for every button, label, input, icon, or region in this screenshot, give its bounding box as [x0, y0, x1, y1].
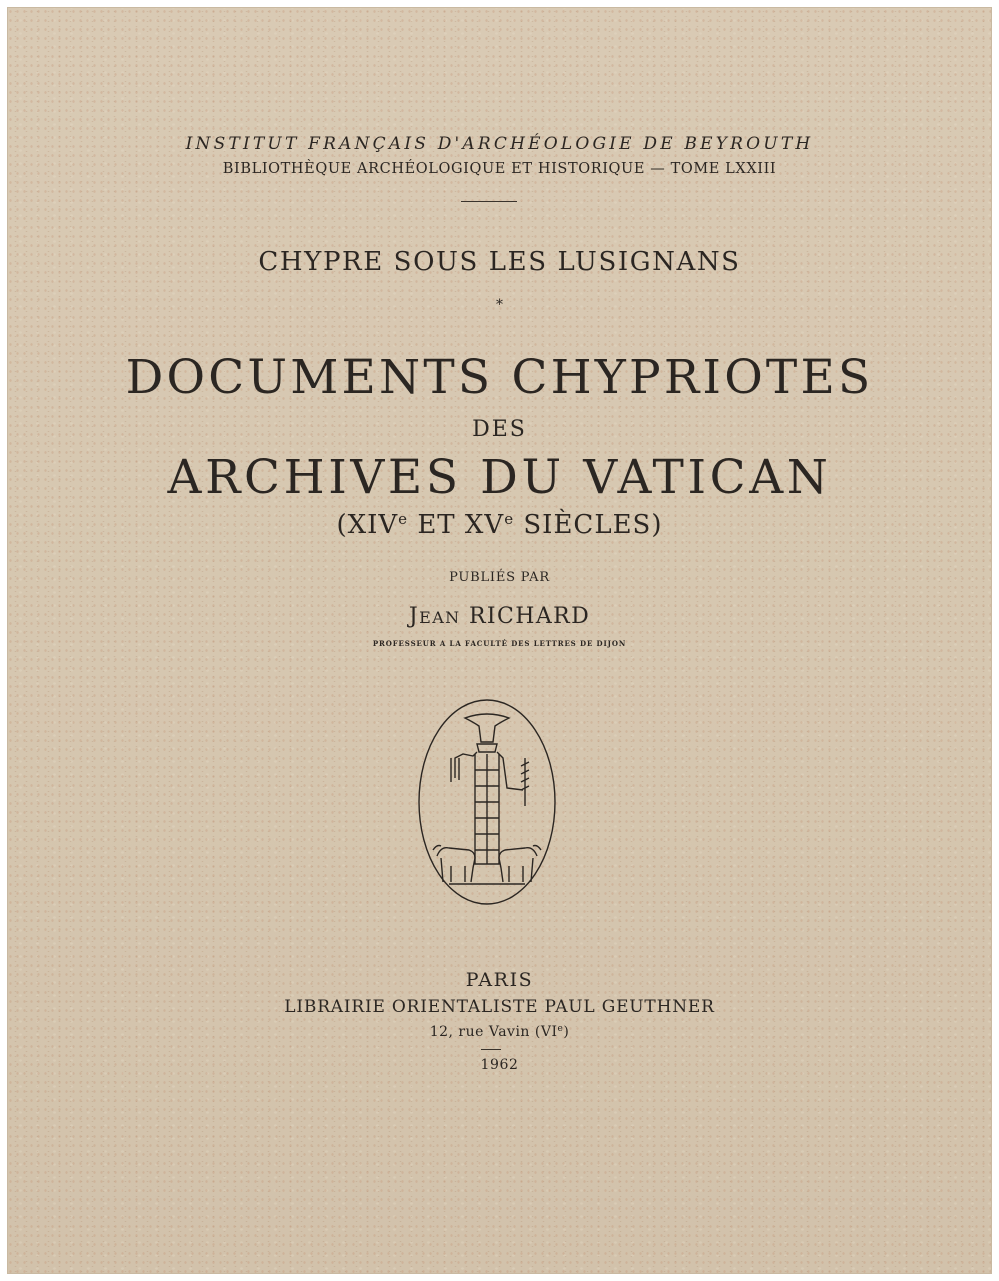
- seal-engraving-icon: [415, 696, 559, 908]
- centuries-sup-2: e: [504, 510, 515, 528]
- imprint-publisher: LIBRAIRIE ORIENTALISTE PAUL GEUTHNER: [284, 997, 715, 1017]
- imprint-year: 1962: [480, 1057, 519, 1073]
- address-close: ): [563, 1024, 570, 1040]
- author-name: [7, 604, 992, 629]
- main-title-line-2: ARCHIVES DU VATICAN: [167, 450, 832, 505]
- main-title-line-1: DOCUMENTS CHYPRIOTES: [125, 350, 874, 405]
- address-sup: e: [557, 1024, 564, 1034]
- ornament-star: *: [496, 297, 503, 313]
- series-line: BIBLIOTHÈQUE ARCHÉOLOGIQUE ET HISTORIQUE — TOME LXXIII: [222, 161, 777, 177]
- title-connector: DES: [472, 417, 527, 442]
- top-divider: [461, 201, 517, 202]
- author-last: RICHARD: [460, 604, 591, 629]
- centuries-middle: ET XV: [408, 510, 505, 540]
- address-main: 12, rue Vavin (VI: [429, 1024, 558, 1040]
- centuries-subtitle: [7, 510, 992, 540]
- centuries-close: SIÈCLES): [514, 510, 663, 540]
- centuries-open: (XIV: [336, 510, 399, 540]
- imprint-address: [7, 1024, 992, 1040]
- author-initial: J: [408, 604, 420, 629]
- subtitle: CHYPRE SOUS LES LUSIGNANS: [258, 247, 741, 277]
- title-page: [7, 7, 992, 1274]
- author-position: PROFESSEUR A LA FACULTÉ DES LETTRES DE DIJON: [372, 639, 627, 648]
- centuries-sup-1: e: [398, 510, 409, 528]
- imprint-city: PARIS: [465, 969, 534, 991]
- institute-name: INSTITUT FRANÇAIS D'ARCHÉOLOGIE DE BEYROUTH: [185, 134, 814, 154]
- published-by: PUBLIÉS PAR: [449, 570, 550, 585]
- bottom-divider: [481, 1049, 501, 1050]
- author-first-rest: EAN: [419, 608, 461, 627]
